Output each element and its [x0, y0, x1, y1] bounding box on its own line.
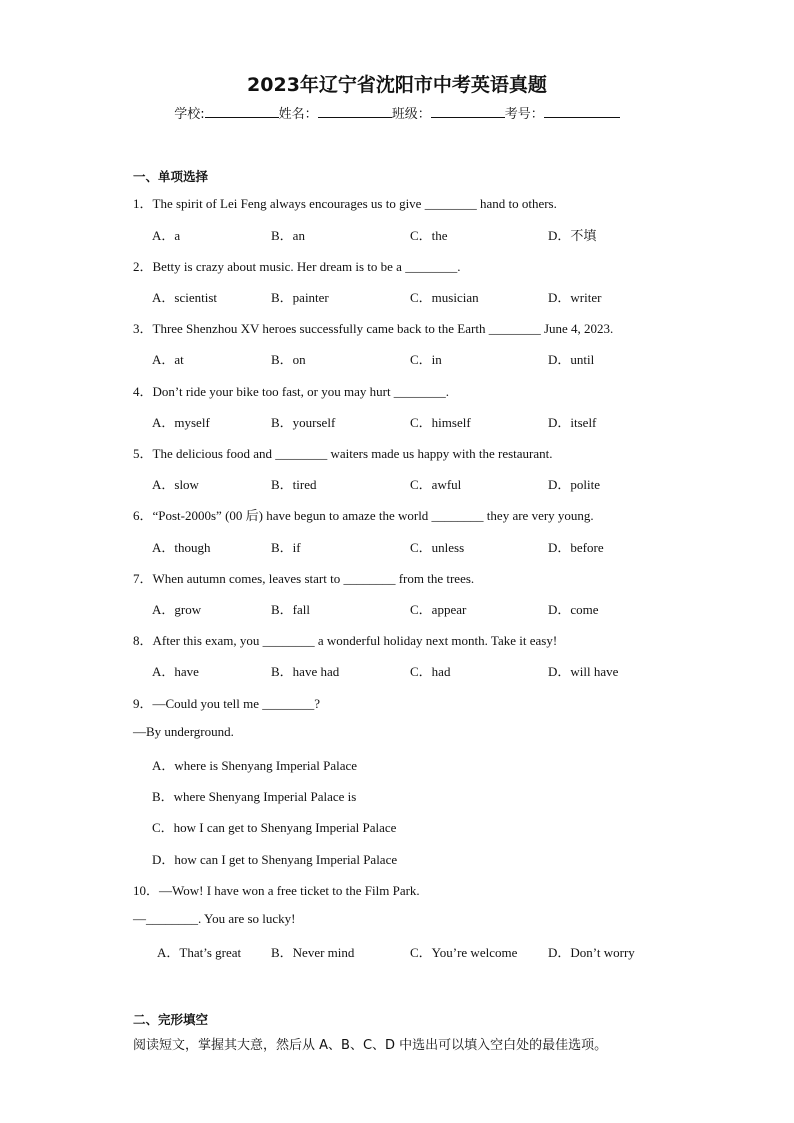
question-2-stem: 2．Betty is crazy about music. Her dream is to be a ________. — [133, 259, 461, 274]
question-2-option-a[interactable]: A．scientist — [152, 290, 217, 305]
question-2-option-b[interactable]: B．painter — [271, 290, 329, 305]
question-2-option-d[interactable]: D．writer — [548, 290, 602, 305]
question-5-stem: 5．The delicious food and ________ waiters made us happy with the restaurant. — [133, 446, 553, 461]
section-1-title: 一、单项选择 — [133, 169, 209, 184]
question-5-option-d[interactable]: D．polite — [548, 477, 600, 492]
question-10-option-c[interactable]: C．You’re welcome — [410, 945, 518, 960]
question-3-option-c[interactable]: C．in — [410, 352, 442, 367]
question-10-stem: 10．—Wow! I have won a free ticket to the Film Park. — [133, 883, 420, 898]
name-label: 姓名： — [278, 107, 318, 122]
class-label: 班级： — [391, 107, 431, 122]
class-blank — [431, 105, 505, 118]
question-1-option-b[interactable]: B．an — [271, 228, 305, 243]
question-10-dialog: —________. You are so lucky! — [133, 911, 296, 926]
exam-no-blank — [544, 105, 620, 118]
question-8-option-d[interactable]: D．will have — [548, 664, 619, 679]
question-6-option-a[interactable]: A．though — [152, 540, 211, 555]
question-8-option-b[interactable]: B．have had — [271, 664, 340, 679]
question-10-option-d[interactable]: D．Don’t worry — [548, 945, 635, 960]
question-9-stem: 9．—Could you tell me ________? — [133, 696, 321, 711]
question-9-option-d[interactable]: D．how can I get to Shenyang Imperial Palace — [152, 852, 398, 867]
question-6-option-b[interactable]: B．if — [271, 540, 301, 555]
section-2-title: 二、完形填空 — [133, 1012, 209, 1027]
question-5-option-c[interactable]: C．awful — [410, 477, 462, 492]
question-4-option-c[interactable]: C．himself — [410, 415, 471, 430]
school-blank — [205, 105, 279, 118]
name-blank — [318, 105, 392, 118]
question-6-stem: 6．“Post-2000s” (00 后) have begun to amaze the world ________ they are very young. — [133, 508, 594, 523]
question-4-option-b[interactable]: B．yourself — [271, 415, 336, 430]
question-4-stem: 4．Don’t ride your bike too fast, or you may hurt ________. — [133, 384, 450, 399]
question-6-option-d[interactable]: D．before — [548, 540, 604, 555]
question-8-option-a[interactable]: A．have — [152, 664, 199, 679]
question-7-option-d[interactable]: D．come — [548, 602, 599, 617]
question-9-option-b[interactable]: B．where Shenyang Imperial Palace is — [152, 789, 357, 804]
question-3-option-a[interactable]: A．at — [152, 352, 184, 367]
question-7-option-a[interactable]: A．grow — [152, 602, 202, 617]
question-8-stem: 8．After this exam, you ________ a wonderful holiday next month. Take it easy! — [133, 633, 558, 648]
question-10-option-a[interactable]: A．That’s great — [157, 945, 242, 960]
section-2-instruction: 阅读短文，掌握其大意，然后从 A、B、C、D 中选出可以填入空白处的最佳选项。 — [133, 1038, 608, 1053]
question-1-option-d[interactable]: D．不填 — [548, 228, 597, 243]
question-3-option-b[interactable]: B．on — [271, 352, 306, 367]
question-7-stem: 7．When autumn comes, leaves start to ________ from the trees. — [133, 571, 475, 586]
question-7-option-c[interactable]: C．appear — [410, 602, 467, 617]
question-2-option-c[interactable]: C．musician — [410, 290, 479, 305]
page-title: 2023年辽宁省沈阳市中考英语真题 — [247, 74, 547, 96]
student-info-line — [0, 103, 794, 122]
question-5-option-a[interactable]: A．slow — [152, 477, 199, 492]
question-4-option-d[interactable]: D．itself — [548, 415, 597, 430]
question-3-stem: 3．Three Shenzhou XV heroes successfully came back to the Earth ________ June 4, 2023. — [133, 321, 614, 336]
question-6-option-c[interactable]: C．unless — [410, 540, 465, 555]
question-5-option-b[interactable]: B．tired — [271, 477, 317, 492]
question-10-option-b[interactable]: B．Never mind — [271, 945, 355, 960]
question-7-option-b[interactable]: B．fall — [271, 602, 310, 617]
school-label: 学校: — [174, 107, 205, 122]
question-1-stem: 1．The spirit of Lei Feng always encourages us to give ________ hand to others. — [133, 196, 557, 211]
question-8-option-c[interactable]: C．had — [410, 664, 451, 679]
question-4-option-a[interactable]: A．myself — [152, 415, 210, 430]
question-9-dialog: —By underground. — [133, 724, 234, 739]
question-3-option-d[interactable]: D．until — [548, 352, 595, 367]
question-9-option-c[interactable]: C．how I can get to Shenyang Imperial Palace — [152, 820, 397, 835]
question-1-option-c[interactable]: C．the — [410, 228, 448, 243]
exam-no-label: 考号： — [504, 107, 544, 122]
question-9-option-a[interactable]: A．where is Shenyang Imperial Palace — [152, 758, 358, 773]
question-1-option-a[interactable]: A．a — [152, 228, 181, 243]
